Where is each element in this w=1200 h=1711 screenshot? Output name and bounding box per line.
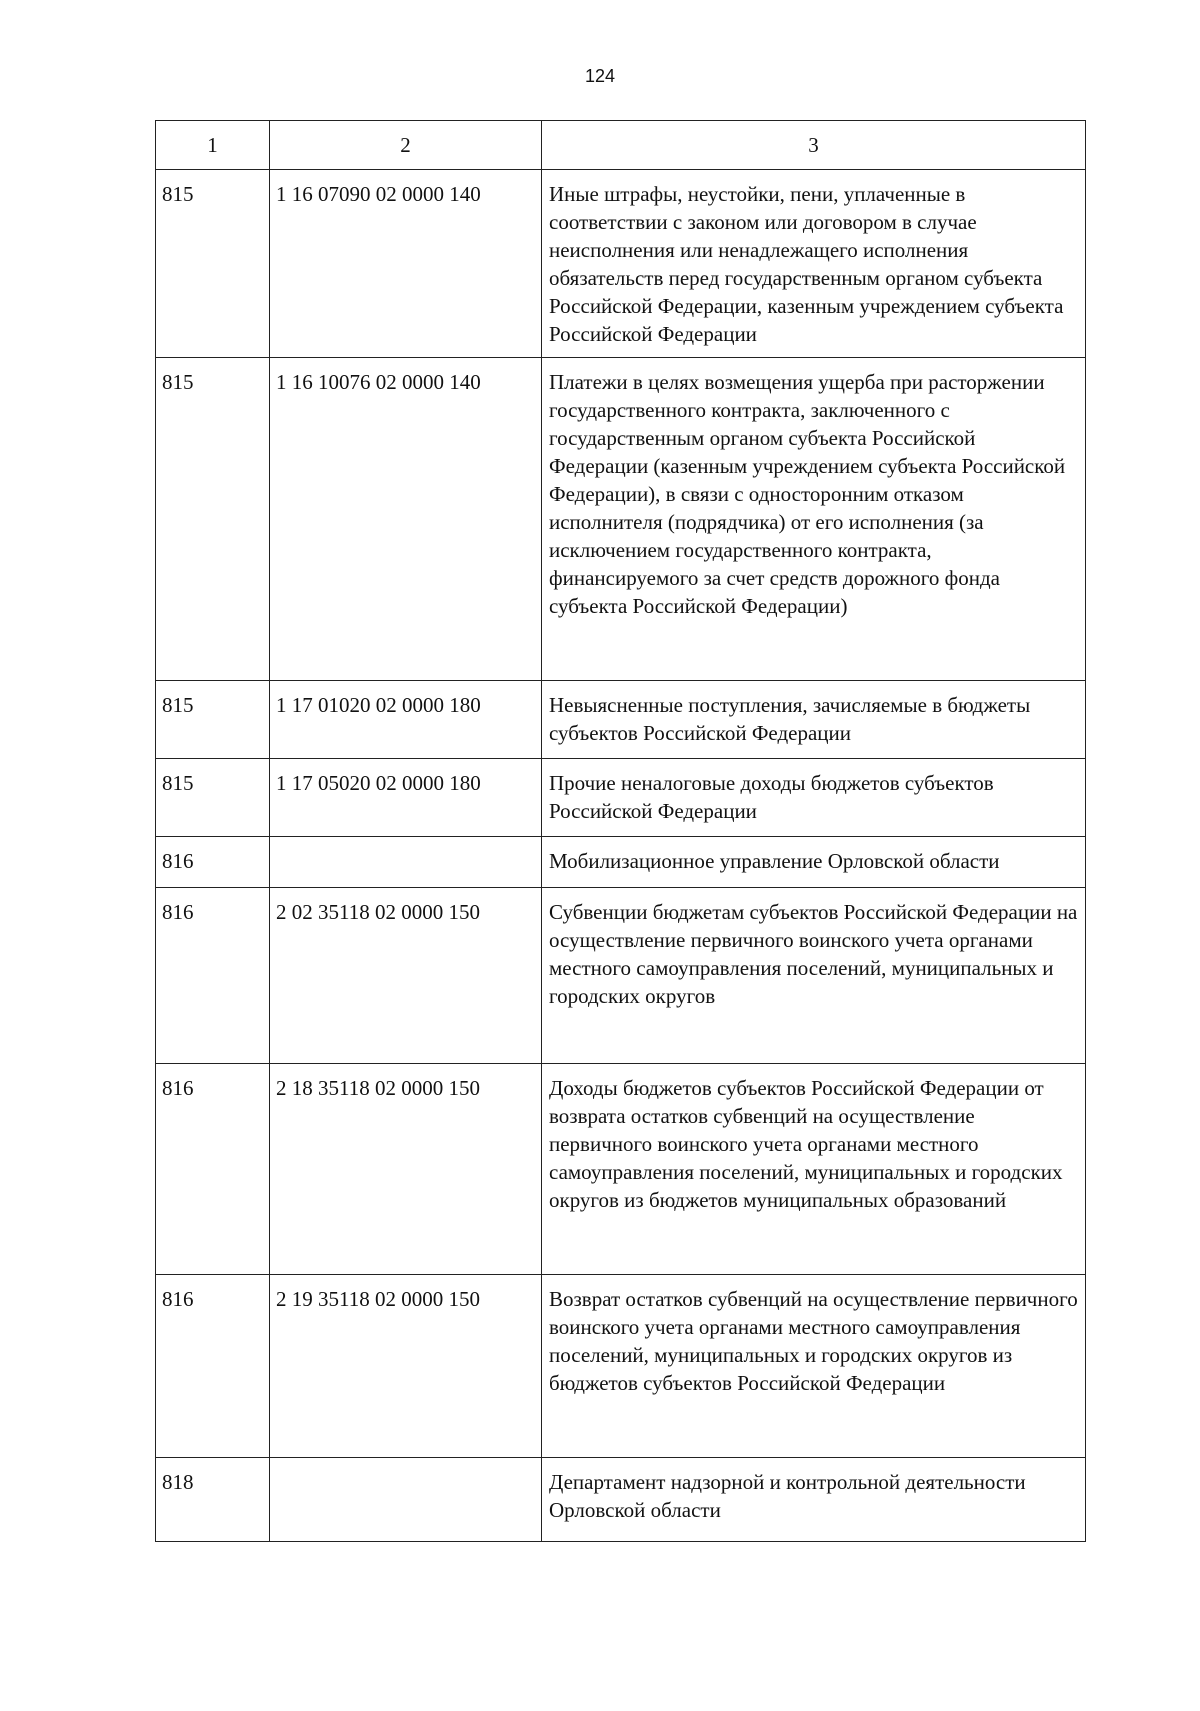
table-row [156,1064,1086,1275]
admin-code-cell: 816 [156,1064,270,1275]
table-row [156,837,1086,888]
revenue-code-cell: 1 16 10076 02 0000 140 [270,358,542,681]
table-header [156,121,1086,170]
revenue-code-cell: 1 17 01020 02 0000 180 [270,681,542,759]
header-col-2: 2 [270,121,542,170]
revenue-code-cell: 1 16 07090 02 0000 140 [270,170,542,358]
admin-code-cell: 816 [156,837,270,888]
header-col-3: 3 [542,121,1086,170]
table-row [156,170,1086,358]
revenue-name-cell: Департамент надзорной и контрольной деятельности Орловской области [542,1458,1086,1542]
revenue-name-cell: Невыясненные поступления, зачисляемые в бюджеты субъектов Российской Федерации [542,681,1086,759]
revenue-code-cell [270,837,542,888]
admin-code-cell: 816 [156,1275,270,1458]
table-row [156,888,1086,1064]
admin-code-cell: 815 [156,681,270,759]
header-col-1: 1 [156,121,270,170]
revenue-name-cell: Мобилизационное управление Орловской области [542,837,1086,888]
revenue-code-cell: 2 18 35118 02 0000 150 [270,1064,542,1275]
revenue-code-cell: 2 19 35118 02 0000 150 [270,1275,542,1458]
admin-code-cell: 815 [156,358,270,681]
revenue-name-cell: Платежи в целях возмещения ущерба при расторжении государственного контракта, заключенного с государственным органом субъекта Российской Федерации (казенным учреждением субъекта Российской Федерации), в связи с односторонним отказом исполнителя (подрядчика) от его исполнения (за исключением государственного контракта, финансируемого за счет средств дорожного фонда субъекта Российской Федерации) [542,358,1086,681]
table-row [156,1458,1086,1542]
revenue-code-cell [270,1458,542,1542]
table-row [156,1275,1086,1458]
page-number: 124 [584,66,616,86]
table-row [156,358,1086,681]
revenue-code-cell: 2 02 35118 02 0000 150 [270,888,542,1064]
revenue-name-cell: Иные штрафы, неустойки, пени, уплаченные в соответствии с законом или договором в случае неисполнения или ненадлежащего исполнения обязательств перед государственным органом субъекта Российской Федерации, казенным учреждением субъекта Российской Федерации [542,170,1086,358]
revenue-name-cell: Доходы бюджетов субъектов Российской Федерации от возврата остатков субвенций на осуществление первичного воинского учета органами местного самоуправления поселений, муниципальных и городских округов из бюджетов муниципальных образований [542,1064,1086,1275]
admin-code-cell: 816 [156,888,270,1064]
revenue-code-cell: 1 17 05020 02 0000 180 [270,759,542,837]
revenue-name-cell: Субвенции бюджетам субъектов Российской Федерации на осуществление первичного воинского учета органами местного самоуправления поселений, муниципальных и городских округов [542,888,1086,1064]
admin-code-cell: 815 [156,759,270,837]
admin-code-cell: 818 [156,1458,270,1542]
table-row [156,759,1086,837]
revenue-codes-table [155,120,1086,1542]
admin-code-cell: 815 [156,170,270,358]
header-row [156,121,1086,170]
revenue-name-cell: Прочие неналоговые доходы бюджетов субъектов Российской Федерации [542,759,1086,837]
table-row [156,681,1086,759]
table-body [156,170,1086,1542]
revenue-name-cell: Возврат остатков субвенций на осуществление первичного воинского учета органами местного самоуправления поселений, муниципальных и городских округов из бюджетов субъектов Российской Федерации [542,1275,1086,1458]
